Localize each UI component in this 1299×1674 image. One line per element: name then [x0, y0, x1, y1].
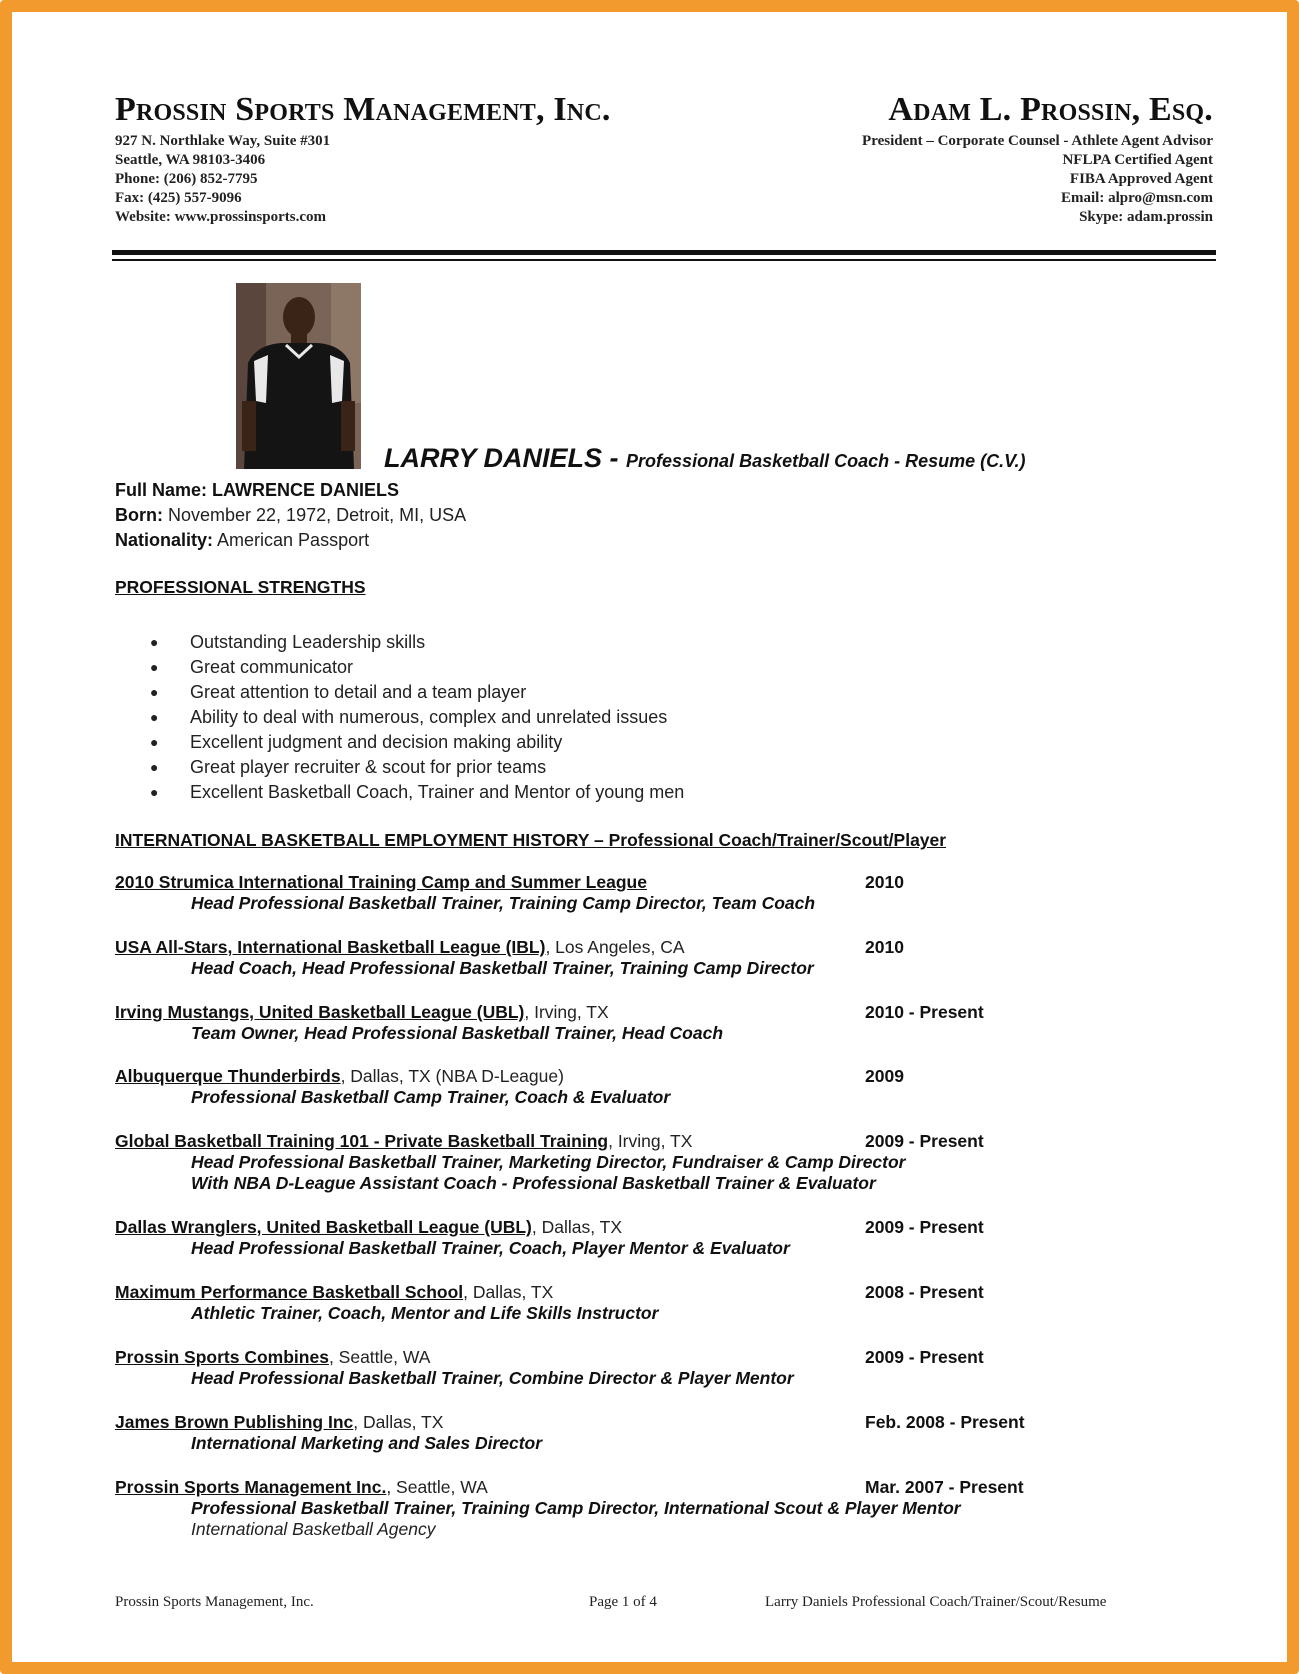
agent-cert-fiba: FIBA Approved Agent	[1069, 171, 1213, 187]
letterhead-agent	[862, 92, 1213, 227]
firm-address-line1: 927 N. Northlake Way, Suite #301	[115, 133, 331, 149]
job-role: Professional Basketball Trainer, Training Camp Director, International Scout & Player Mentor	[191, 1498, 961, 1518]
job-entry	[115, 872, 1115, 914]
job-location: , Los Angeles, CA	[545, 937, 685, 957]
bullet-icon: ●	[150, 634, 159, 650]
job-organization: USA All-Stars, International Basketball League (IBL)	[115, 937, 546, 957]
job-role-secondary: With NBA D-League Assistant Coach - Professional Basketball Trainer & Evaluator	[191, 1173, 876, 1193]
job-date: 2009 - Present	[865, 1347, 984, 1367]
job-role: Head Professional Basketball Trainer, Marketing Director, Fundraiser & Camp Director	[191, 1152, 906, 1172]
job-role: Head Professional Basketball Trainer, Coach, Player Mentor & Evaluator	[191, 1238, 790, 1258]
agent-cert-nflpa: NFLPA Certified Agent	[1062, 152, 1213, 168]
letterhead-divider-thin	[112, 259, 1216, 261]
bullet-icon: ●	[150, 709, 159, 725]
job-role: Athletic Trainer, Coach, Mentor and Life Skills Instructor	[191, 1303, 659, 1323]
list-item-text: Outstanding Leadership skills	[190, 632, 426, 652]
profile-photo	[236, 283, 361, 469]
history-heading: INTERNATIONAL BASKETBALL EMPLOYMENT HISTORY – Professional Coach/Trainer/Scout/Player	[115, 830, 947, 850]
job-entry	[115, 937, 1115, 979]
job-note: International Basketball Agency	[191, 1519, 436, 1539]
firm-fax: Fax: (425) 557-9096	[115, 190, 242, 206]
footer-page-number: Page 1 of 4	[589, 1594, 657, 1610]
nationality-row	[115, 529, 369, 551]
job-role: Head Professional Basketball Trainer, Training Camp Director, Team Coach	[191, 893, 816, 913]
job-location: , Irving, TX	[608, 1131, 693, 1151]
job-entry	[115, 1347, 1115, 1389]
nationality-value: American Passport	[213, 530, 370, 550]
bullet-icon: ●	[150, 784, 159, 800]
list-item	[150, 680, 684, 705]
bullet-icon: ●	[150, 684, 159, 700]
agent-name: Adam L. Prossin, Esq.	[888, 91, 1213, 128]
list-item	[150, 655, 684, 680]
job-entry	[115, 1282, 1115, 1324]
job-date: 2010 - Present	[865, 1002, 984, 1022]
job-organization: Prossin Sports Combines	[115, 1347, 329, 1367]
job-entry	[115, 1002, 1115, 1044]
nationality-label: Nationality:	[115, 530, 214, 550]
agent-title: President – Corporate Counsel - Athlete Agent Advisor	[862, 133, 1213, 149]
full-name-label: Full Name:	[115, 480, 208, 500]
job-date: 2009 - Present	[865, 1217, 984, 1237]
letterhead-firm	[115, 92, 611, 227]
job-role: Professional Basketball Camp Trainer, Coach & Evaluator	[191, 1087, 671, 1107]
agent-skype: Skype: adam.prossin	[1079, 209, 1213, 225]
resume-subtitle: Professional Basketball Coach - Resume (C.V.)	[626, 451, 1026, 471]
job-organization: Global Basketball Training 101 - Private Basketball Training	[115, 1131, 609, 1151]
job-location: , Irving, TX	[524, 1002, 609, 1022]
list-item	[150, 705, 684, 730]
job-entry	[115, 1066, 1115, 1108]
job-organization: James Brown Publishing Inc	[115, 1412, 354, 1432]
born-label: Born:	[115, 505, 163, 525]
list-item-text: Ability to deal with numerous, complex and unrelated issues	[190, 707, 668, 727]
job-organization: Irving Mustangs, United Basketball League (UBL)	[115, 1002, 525, 1022]
born-row	[115, 504, 466, 526]
job-organization: Prossin Sports Management Inc.	[115, 1477, 387, 1497]
strengths-list	[150, 630, 684, 805]
list-item	[150, 730, 684, 755]
full-name-row	[115, 479, 399, 501]
list-item	[150, 780, 684, 805]
job-role: Head Coach, Head Professional Basketball Trainer, Training Camp Director	[191, 958, 814, 978]
firm-phone: Phone: (206) 852-7795	[115, 171, 258, 187]
strengths-heading: PROFESSIONAL STRENGTHS	[115, 577, 366, 597]
list-item-text: Great attention to detail and a team player	[190, 682, 527, 702]
job-location: , Dallas, TX	[463, 1282, 554, 1302]
job-date: 2009	[865, 1066, 904, 1086]
born-value: November 22, 1972, Detroit, MI, USA	[163, 505, 467, 525]
job-date: 2010	[865, 872, 904, 892]
job-date: Mar. 2007 - Present	[865, 1477, 1024, 1497]
bullet-icon: ●	[150, 734, 159, 750]
job-date: 2010	[865, 937, 904, 957]
candidate-name: LARRY DANIELS -	[384, 443, 627, 473]
list-item-text: Great communicator	[190, 657, 354, 677]
job-location: , Dallas, TX (NBA D-League)	[340, 1066, 564, 1086]
list-item-text: Excellent judgment and decision making ability	[190, 732, 563, 752]
job-entry	[115, 1217, 1115, 1259]
list-item-text: Great player recruiter & scout for prior teams	[190, 757, 547, 777]
job-organization: Albuquerque Thunderbirds	[115, 1066, 341, 1086]
list-item	[150, 755, 684, 780]
job-entry	[115, 1477, 1115, 1540]
job-entry	[115, 1412, 1115, 1454]
job-entry	[115, 1131, 1115, 1194]
job-role: International Marketing and Sales Director	[191, 1433, 543, 1453]
firm-website: Website: www.prossinsports.com	[115, 209, 326, 225]
letterhead-divider-thick	[112, 250, 1216, 255]
job-location: , Seattle, WA	[328, 1347, 431, 1367]
job-role: Team Owner, Head Professional Basketball Trainer, Head Coach	[191, 1023, 724, 1043]
firm-address-line2: Seattle, WA 98103-3406	[115, 152, 266, 168]
job-location: , Dallas, TX	[531, 1217, 622, 1237]
resume-title	[384, 443, 1026, 474]
job-role: Head Professional Basketball Trainer, Combine Director & Player Mentor	[191, 1368, 794, 1388]
list-item	[150, 630, 684, 655]
full-name-value: LAWRENCE DANIELS	[207, 480, 400, 500]
job-date: Feb. 2008 - Present	[865, 1412, 1025, 1432]
job-date: 2008 - Present	[865, 1282, 984, 1302]
firm-name: Prossin Sports Management, Inc.	[115, 91, 611, 128]
job-organization: Dallas Wranglers, United Basketball League (UBL)	[115, 1217, 532, 1237]
job-location: , Dallas, TX	[353, 1412, 444, 1432]
agent-email: Email: alpro@msn.com	[1060, 190, 1213, 206]
footer-left: Prossin Sports Management, Inc.	[115, 1594, 314, 1610]
bullet-icon: ●	[150, 659, 159, 675]
job-location: , Seattle, WA	[386, 1477, 488, 1497]
footer-right: Larry Daniels Professional Coach/Trainer/Scout/Resume	[765, 1594, 1107, 1610]
job-organization: 2010 Strumica International Training Camp and Summer League	[115, 872, 647, 892]
job-organization: Maximum Performance Basketball School	[115, 1282, 464, 1302]
bullet-icon: ●	[150, 759, 159, 775]
list-item-text: Excellent Basketball Coach, Trainer and Mentor of young men	[190, 782, 685, 802]
job-date: 2009 - Present	[865, 1131, 984, 1151]
